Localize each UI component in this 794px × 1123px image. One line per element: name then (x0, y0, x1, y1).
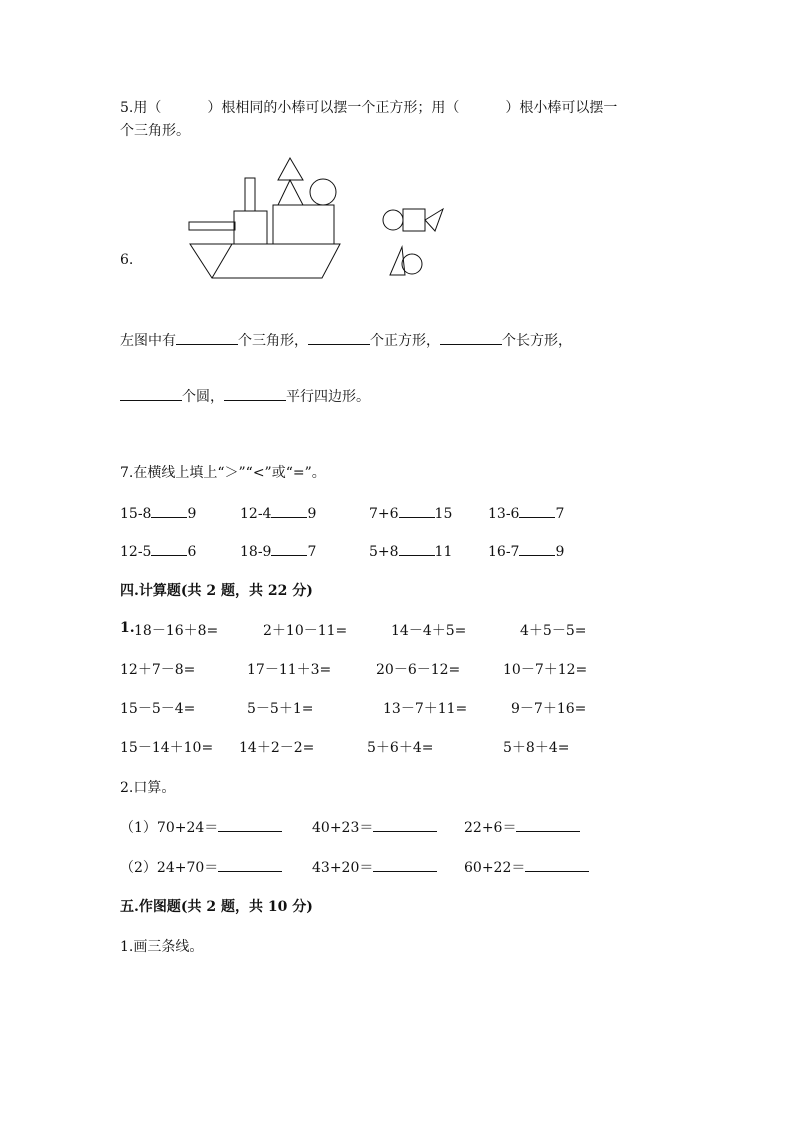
legend-circle-2 (402, 254, 422, 274)
legend-circle (383, 210, 403, 230)
calc-item: 10－7＋12= (503, 662, 588, 678)
oral-blank[interactable] (218, 817, 282, 832)
boat-hull-trapezoid (190, 244, 340, 278)
q7-cell: 7+6 15 (369, 503, 452, 522)
oral-blank[interactable] (373, 817, 437, 832)
sec4-p2-title: 2.口算。 (120, 780, 176, 796)
q5-text-b: ）根相同的小棒可以摆一个正方形；用（ (207, 100, 460, 116)
q7-blank[interactable] (271, 541, 307, 556)
boat-barrel-rect (189, 222, 235, 230)
sec5-p1: 1.画三条线。 (120, 939, 204, 955)
q7-cell: 13-6 7 (488, 503, 564, 522)
sec4-heading: 四.计算题(共 2 题，共 22 分) (120, 583, 313, 599)
q7-cell: 16-7 9 (488, 541, 564, 560)
q7-cell: 15-8 9 (120, 503, 196, 522)
q6-blank-square[interactable] (308, 330, 370, 345)
q5-text-a: 5.用（ (120, 100, 162, 116)
boat-mast-rect (245, 178, 255, 211)
oral-item: 40+23＝ (312, 817, 437, 837)
calc-item: 20－6－12= (376, 662, 461, 678)
boat-triangle-bottom (278, 180, 303, 205)
q7-cell: 5+8 11 (369, 541, 452, 560)
q7-blank[interactable] (399, 541, 435, 556)
sec4-p1-label: 1. (120, 620, 135, 636)
calc-item: 5－5＋1= (247, 701, 314, 717)
q5-text-c: ）根小棒可以摆一 (505, 100, 618, 116)
q6-blank-parallelogram[interactable] (224, 386, 286, 401)
oral-item: 43+20＝ (312, 857, 437, 877)
calc-item: 14＋2－2= (239, 740, 315, 756)
sec5-heading: 五.作图题(共 2 题，共 10 分) (120, 899, 313, 915)
q7-title: 7.在横线上填上“＞”“<”或“=”。 (120, 465, 326, 481)
q6-blank-circle[interactable] (120, 386, 182, 401)
calc-item: 5＋6＋4= (367, 740, 434, 756)
oral-blank[interactable] (373, 857, 437, 872)
oral-row: （2）24+70＝ (120, 857, 282, 877)
q7-cell: 18-9 7 (240, 541, 316, 560)
q7-blank[interactable] (151, 503, 187, 518)
oral-row: （1）70+24＝ (120, 817, 282, 837)
q7-blank[interactable] (151, 541, 187, 556)
q5-line2: 个三角形。 (120, 123, 190, 139)
calc-item: 9－7＋16= (511, 701, 587, 717)
oral-blank[interactable] (516, 817, 580, 832)
calc-item: 18－16＋8= (134, 623, 219, 639)
oral-item: 22+6＝ (464, 817, 580, 837)
oral-item: 60+22＝ (464, 857, 589, 877)
q6-blank-rectangle[interactable] (440, 330, 502, 345)
boat-small-square (234, 211, 267, 244)
oral-blank[interactable] (218, 857, 282, 872)
q7-blank[interactable] (399, 503, 435, 518)
calc-item: 15－14＋10= (120, 740, 214, 756)
calc-item: 12＋7－8= (120, 662, 196, 678)
calc-item: 2＋10－11= (263, 623, 348, 639)
q6-blank-triangle[interactable] (176, 330, 238, 345)
boat-big-rect (273, 205, 334, 244)
calc-item: 13－7＋11= (383, 701, 468, 717)
q7-blank[interactable] (519, 541, 555, 556)
q7-cell: 12-4 9 (240, 503, 316, 522)
legend-triangle (425, 209, 443, 231)
q6-number: 6. (120, 252, 134, 268)
calc-item: 4＋5－5= (520, 623, 587, 639)
oral-blank[interactable] (525, 857, 589, 872)
q7-blank[interactable] (271, 503, 307, 518)
calc-item: 5＋8＋4= (503, 740, 570, 756)
calc-item: 15－5－4= (120, 701, 196, 717)
q6-sentence-1: 左图中有 个三角形， 个正方形， 个长方形， (120, 330, 572, 350)
boat-triangle-top (278, 158, 303, 180)
calc-item: 17－11＋3= (247, 662, 332, 678)
q6-sentence-2: 个圆， 平行四边形。 (120, 386, 370, 406)
calc-item: 14－4＋5= (391, 623, 467, 639)
boat-circle (310, 179, 336, 205)
boat-hull-divider (212, 244, 232, 278)
legend-square (403, 209, 425, 231)
q7-blank[interactable] (519, 503, 555, 518)
q7-cell: 12-5 6 (120, 541, 196, 560)
